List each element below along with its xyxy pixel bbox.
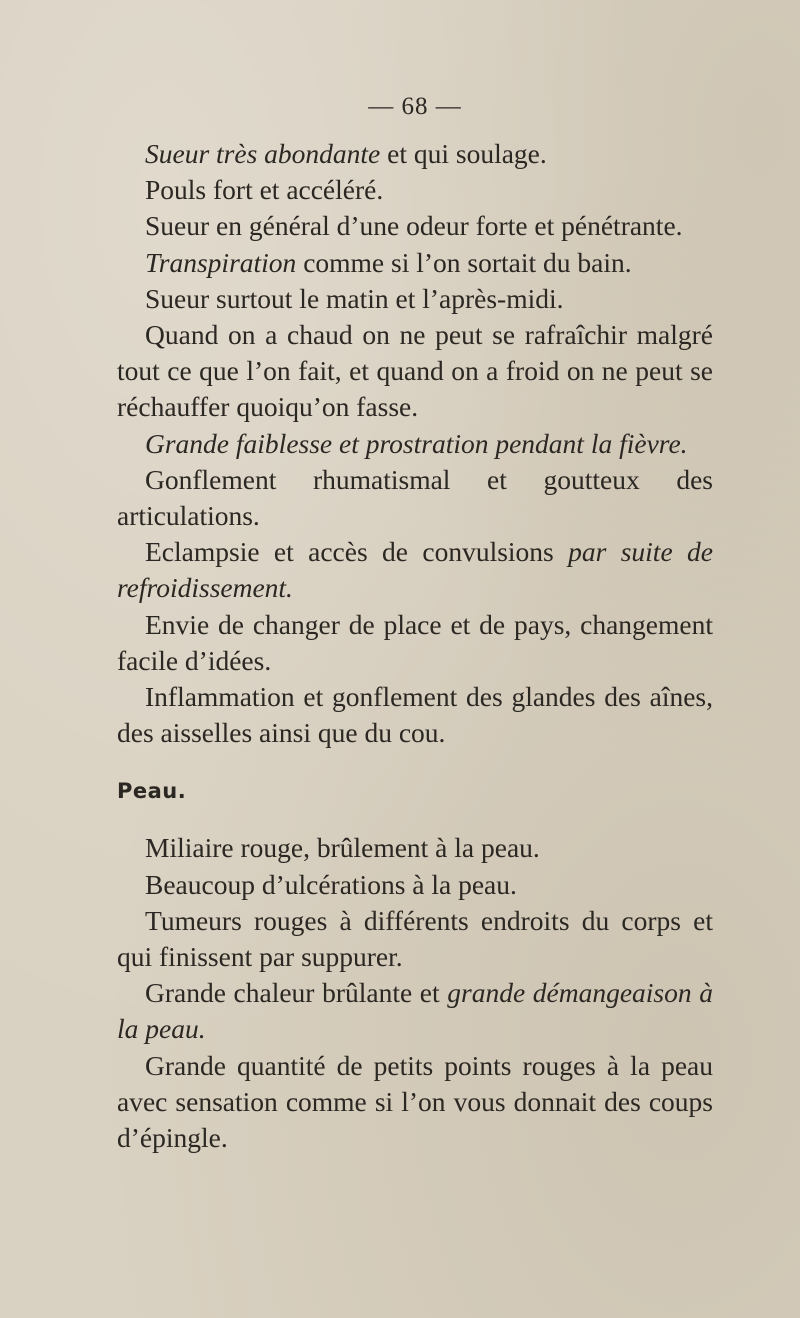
text-segment: Inflammation et gonflement des glandes des aînes, des aisselles ainsi que du cou. [117, 681, 713, 749]
paragraph [117, 281, 713, 317]
skin-section [117, 830, 713, 1156]
text-segment: Grande chaleur brûlante et [145, 977, 448, 1009]
text-segment: comme si l’on sortait du bain. [296, 246, 632, 278]
paragraph [117, 607, 713, 679]
text-segment: Pouls fort et accéléré. [145, 174, 384, 206]
text-segment: Sueur surtout le matin et l’après-midi. [145, 282, 564, 314]
text-segment: Tumeurs rouges à différents endroits du corps et qui finissent par suppurer. [117, 904, 713, 973]
text-segment: Grande faiblesse et prostration pendant la fièvre. [145, 427, 688, 459]
text-segment: Sueur en général d’une odeur forte et pénétrante. [145, 210, 683, 242]
text-segment: et qui soulage. [380, 138, 547, 169]
paragraph [117, 830, 713, 866]
paragraph [117, 534, 713, 606]
paragraph [117, 317, 713, 426]
paragraph [117, 426, 713, 462]
text-segment: Miliaire rouge, brûlement à la peau. [145, 832, 540, 864]
paragraph [117, 462, 713, 534]
book-page [117, 88, 713, 1156]
text-segment: Beaucoup d’ulcérations à la peau. [145, 868, 517, 900]
paragraph [117, 903, 713, 975]
text-segment: Sueur très abondante [145, 138, 381, 169]
page-number: — 68 — [368, 93, 462, 120]
text-segment: Grande quantité de petits points rouges à la peau avec sensation comme si l’on vous donnait des coups d’épingle. [117, 1049, 713, 1154]
text-segment: par suite de refroidissement. [117, 536, 713, 604]
symptoms-section [117, 136, 713, 751]
paragraph [117, 975, 713, 1047]
paragraph [117, 245, 713, 281]
text-segment: Envie de changer de place et de pays, changement facile d’idées. [117, 608, 713, 676]
text-segment: Gonflement rhumatismal et goutteux des articulations. [117, 463, 713, 532]
paragraph [117, 208, 713, 244]
paragraph [117, 1048, 713, 1157]
paragraph [117, 136, 713, 172]
paragraph [117, 679, 713, 751]
text-segment: Quand on a chaud on ne peut se rafraîchir malgré tout ce que l’on fait, et quand on a froid on ne peut se réchauffer quoiqu’on fasse. [117, 319, 713, 423]
text-segment: Eclampsie et accès de convulsions [145, 536, 569, 568]
section-heading: Peau. [117, 779, 187, 804]
paragraph [117, 172, 713, 208]
paragraph [117, 867, 713, 903]
text-segment: grande démangeaison à la peau. [117, 977, 713, 1045]
text-segment: Transpiration [145, 246, 297, 278]
